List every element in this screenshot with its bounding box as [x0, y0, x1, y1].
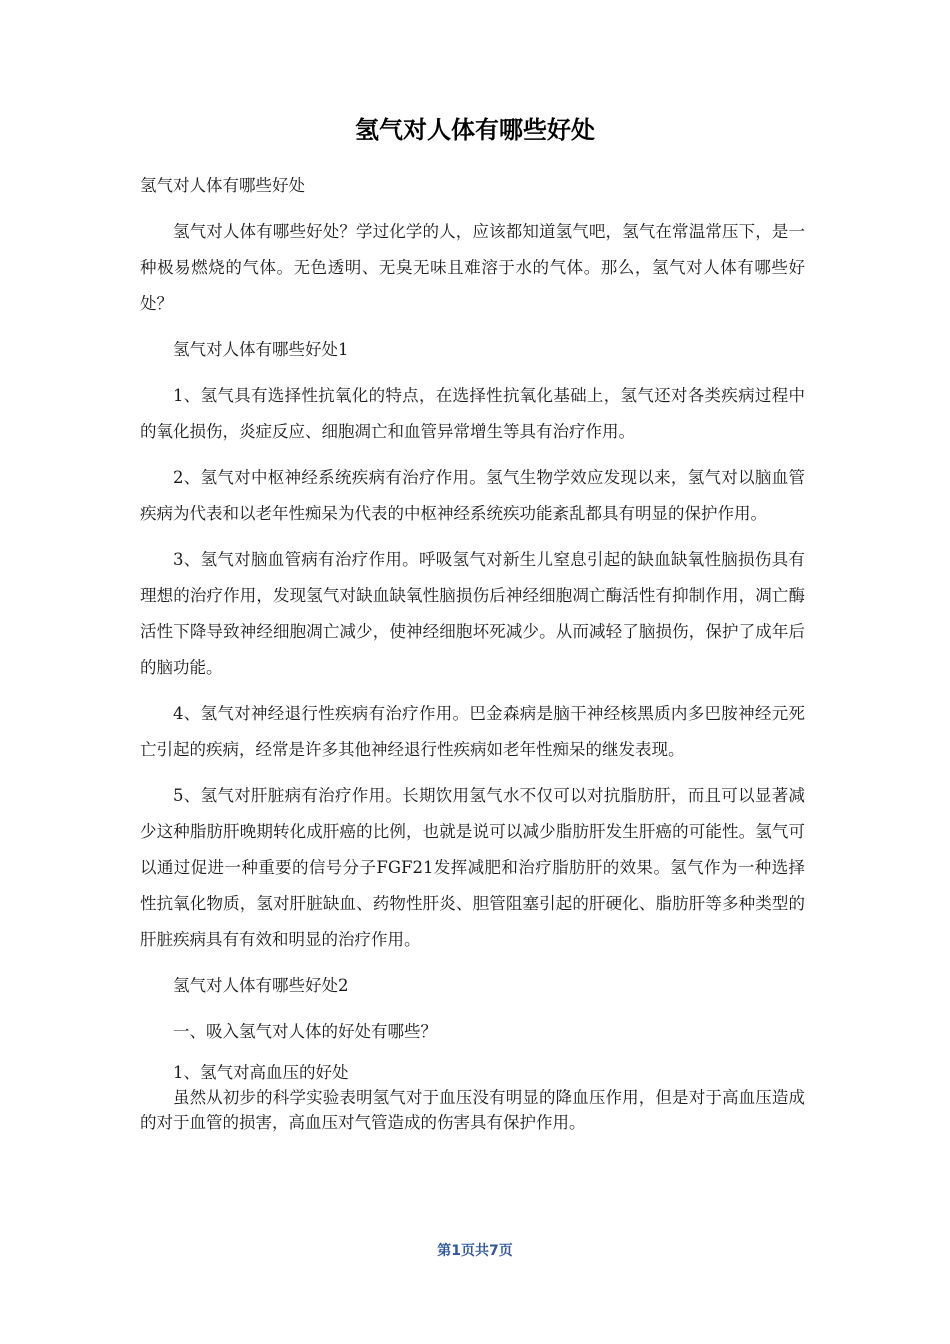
paragraph-point-3: 3、氢气对脑血管病有治疗作用。呼吸氢气对新生儿窒息引起的缺血缺氧性脑损伤具有理想的治疗作用，发现氢气对缺血缺氧性脑损伤后神经细胞凋亡酶活性有抑制作用，凋亡酶活性下降导致神经细胞凋亡减少，使神经细胞坏死减少。从而减轻了脑损伤，保护了成年后的脑功能。 [140, 550, 805, 677]
page-number: 第1页共7页 [437, 1243, 513, 1259]
paragraph-blood-pressure: 虽然从初步的科学实验表明氢气对于血压没有明显的降血压作用，但是对于高血压造成的对于血管的损害，高血压对气管造成的伤害具有保护作用。 [140, 1088, 805, 1132]
section-heading: 氢气对人体有哪些好处 [140, 176, 305, 195]
paragraph-point-1: 1、氢气具有选择性抗氧化的特点，在选择性抗氧化基础上，氢气还对各类疾病过程中的氧化损伤，炎症反应、细胞凋亡和血管异常增生等具有治疗作用。 [140, 386, 805, 441]
paragraph-point-2: 2、氢气对中枢神经系统疾病有治疗作用。氢气生物学效应发现以来，氢气对以脑血管疾病为代表和以老年性痴呆为代表的中枢神经系统疾功能紊乱都具有明显的保护作用。 [140, 468, 805, 523]
paragraph-point-4: 4、氢气对神经退行性疾病有治疗作用。巴金森病是脑干神经核黑质内多巴胺神经元死亡引起的疾病，经常是许多其他神经退行性疾病如老年性痴呆的继发表现。 [140, 704, 805, 759]
subsection-heading-2: 氢气对人体有哪些好处2 [173, 976, 349, 995]
document-title: 氢气对人体有哪些好处 [355, 116, 595, 144]
document-body [140, 168, 805, 1135]
subsection-heading-1: 氢气对人体有哪些好处1 [173, 340, 349, 359]
paragraph-point-5: 5、氢气对肝脏病有治疗作用。长期饮用氢气水不仅可以对抗脂肪肝，而且可以显著减少这种脂肪肝晚期转化成肝癌的比例，也就是说可以减少脂肪肝发生肝癌的可能性。氢气可以通过促进一种重要的信号分子FGF21发挥减肥和治疗脂肪肝的效果。氢气作为一种选择性抗氧化物质，氢对肝脏缺血、药物性肝炎、胆管阻塞引起的肝硬化、脂肪肝等多种类型的肝脏疾病具有有效和明显的治疗作用。 [140, 786, 805, 949]
item-heading: 1、氢气对高血压的好处 [173, 1063, 349, 1082]
question-heading: 一、吸入氢气对人体的好处有哪些？ [173, 1022, 437, 1041]
intro-paragraph: 氢气对人体有哪些好处？学过化学的人，应该都知道氢气吧，氢气在常温常压下，是一种极易燃烧的气体。无色透明、无臭无味且难溶于水的气体。那么，氢气对人体有哪些好处？ [140, 222, 805, 313]
